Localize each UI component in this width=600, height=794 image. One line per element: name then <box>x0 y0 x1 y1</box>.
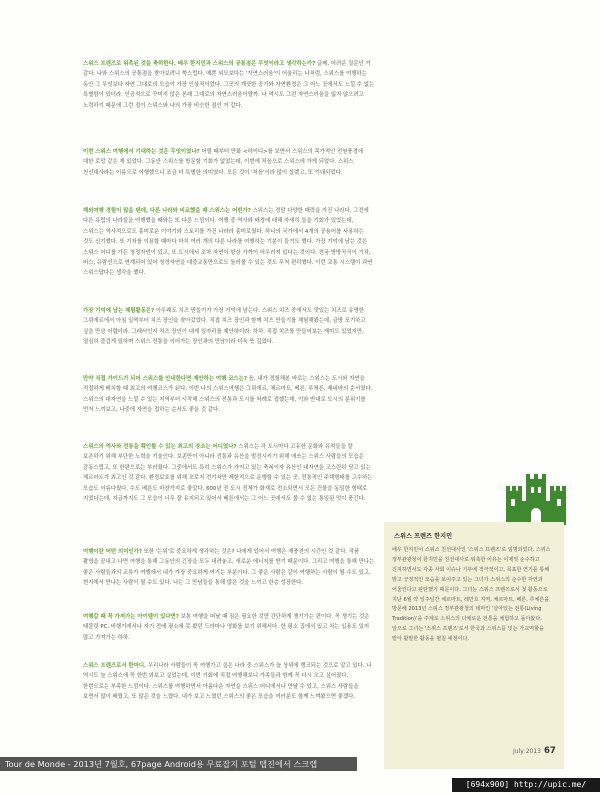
interview-paragraph-6 <box>83 442 375 526</box>
interview-paragraph-8 <box>83 612 375 643</box>
interview-question: 스위스의 역사와 전통을 확인할 수 있는 최고의 장소는 어디였나? <box>83 444 237 450</box>
interview-paragraph-9 <box>83 661 375 733</box>
sidebar-body: 배우 한지민이 스위스 친선대사인 '스위스 프렌즈'로 임명되었다. 스위스 정부관광청이 한지민을 친선대사로 위촉한 이유는 이제껏 순수하고 진지하면서도 각종 사회 이슈나 기부에 적극적이고, 목표한 연기를 통해 밝고 긍정적인 모습을 보여주고 있는 그녀가 스위스의 순수한 자연과 어울린다고 판단했기 때문이다. 그녀는 스위스 프렌즈로서 첫 활동으로 지난 6월 약 일주일간 체르마트, 레만호 지역, 체르마트, 베른, 루체른을 방문해 2013년 스위스 정부관광청의 테마인 '살아있는 전통(Living Tradition)'을 주제로 스위스의 다채로운 전통을 체험하고 돌아왔다. 앞으로 그녀는 '스위스 프렌즈'로서 한국과 스위스를 잇는 가교역할을 맡아 활발한 활동을 펼칠 예정이다. <box>392 547 551 643</box>
issue-date: July 2013 <box>513 748 541 755</box>
interview-question: 만약 직접 가이드가 되어 스위스를 안내한다면 제안하는 여행 코스는? <box>83 376 247 382</box>
interview-answer: 스위스는 각 도시마다 고유한 문화와 유적들을 잘 보존하기 위해 부단한 노력을 기울인다. 보존만이 아니라 전통과 유산을 발전시키기 위해 애쓰는 스위스 사람들의 모습은 감동스럽고, 또 한편으로는 부러웠다. 그중에서도 특히 스위스가 가지고 있는 축복이자 유산인 대자연을 고스란히 담고 있는 체르마트가 최고인 것 같다. 환경보호를 위해 오로지 전기차만 제한적으로 운행할 수 있는 곳, 전통적인 주택형태를 고수하는 모습도 이름다웠다. 수도 베른도 마찬가지로 좋았다. 600년 전 도시 전체가 화재로 전소되면서 모든 건물을 동일한 형태로 지었다는데, 지금까지도 그 모습이 너무 잘 유지되고 있어서 베른에서는 그 어느 곳에서도 볼 수 없는 통일된 멋이 풍긴다. <box>83 444 373 503</box>
sidebar-box <box>384 522 564 769</box>
interview-question: 해외여행 경험이 많을 텐데, 다른 나라와 비교했을 때 스위스는 어떤가? <box>83 208 251 214</box>
sidebar-title: 스위스 프렌즈 한지민 <box>394 533 453 540</box>
scrap-caption: Tour de Monde - 2013년 7월호, 67page Android용 무료잡지 포털 탭진에서 스크랩 <box>0 757 357 771</box>
interview-answer: 어릴 때부터 만화 <하이디>를 보면서 스위스의 목가적인 전원풍경에 대한 로망 같은 게 있었다. 그동안 스위스를 방문할 기회가 없었는데, 이번에 처음으로 스위스에 가게 되었다. 스위스 친선대사라는 이름으로 여행했으니 조금 더 특별한 의미였다. 모든 것이 '처음'이라 많이 설렜고, 또 기대되었다. <box>83 149 364 176</box>
interview-question: 스위스 프렌즈로서 한마디. <box>83 663 147 669</box>
interview-question: 여행이란 어떤 의미인가? <box>83 549 142 555</box>
interview-paragraph-2 <box>83 147 375 199</box>
interview-answer: 음, 내가 경험해본 바로는 스위스는 도시와 자연을 적절하게 배치할 때 최고의 여행코스가 된다. 이번 나의 스위스여행은 그뤼에르, 체르마트, 베른, 루체른, 제네바의 순서였다. 스위스의 대자연을 느낄 수 있는 지역부터 시작해 스위스의 전통과 도시를 차례로 접했는데, 이와 반대로 도시의 분위기를 먼저 느끼보고, 나중에 자연을 접하는 순서도 좋을 것 같다. <box>83 376 373 414</box>
interview-paragraph-4 <box>83 306 375 369</box>
page-number: 67 <box>543 746 556 756</box>
interview-answer: 아무래도 치즈 만들기가 가장 기억에 남는다. 스위스 치즈 중에서도 맛있는 치즈로 유명한 그뤼에르에서 아침 일찍부터 치즈 장인을 찾아갔었다. 직접 치즈 장인과 함께 치즈 만들기를 체험해봤는데, 금방 포기하고 싶을 만큼 어렵더라. 그래서인지 치즈 장인이 내게 일자리를 제안하더라. 하하. 직접 치즈를 만들어보는 재미도 있었지만, 열심히 즐겁게 일하며 스위스 전통을 이어가는 장인과의 만남이라 더욱 뜻 깊었다. <box>83 308 366 346</box>
castle-icon <box>504 473 568 525</box>
interview-answer: 보통 여행을 떠날 때 짐은 필요한 것만 간단하게 챙기가는 편이다. 꼭 챙기는 것은 태블릿 PC. 비행기에서나 자기 전에 평소에 못 봤던 드라마나 영화를 보기 위해서다. 한 평소 집에서 있고 치는 입용도 있지 많고 가져가는 하하. <box>83 614 370 641</box>
interview-question: 스위스 프렌즈로 위촉된 것을 축하한다. 배우 한지민과 스위스의 공통점은 무엇이라고 생각하는가? <box>83 61 316 67</box>
interview-question: 이번 스위스 여행에서 기대하는 것은 무엇이었나? <box>83 149 200 155</box>
interview-paragraph-1 <box>83 59 375 137</box>
page-footer <box>513 746 556 756</box>
interview-answer: 글쎄, 어려운 질문인 거 같다. 나와 스위스의 공통점을 찾아보려니 쑥스럽다. 예쁜 외모보다는 '자연스러움'이 어울리는 나처럼, 스위스를 여행하는 동안 그 무엇보다 자연 그대로의 모습이 가장 인상적이었다. 그곳의 깨끗한 공기와 자연환경은 그 어느 곳에서도 느낄 수 없는 특별함이 있더라. 인공적으로 꾸미지 않은 본래 그대로의 자연스러움이랄까. 나 역시도 그런 자연스러움을 잃지 않으려고 노력하기 때문에 그런 점이 스위스와 나의 가장 비슷한 점인 거 같다. <box>83 61 375 109</box>
interview-question: 가장 기억에 남는 체험활동은? <box>83 308 155 314</box>
interview-question: 여행갈 때 꼭 가져가는 아이템이 있다면? <box>83 614 179 620</box>
interview-paragraph-5 <box>83 374 375 437</box>
upic-watermark: [694x900] http://upic.me/ <box>452 778 600 792</box>
interview-answer: 우리나라 사람들이 꼭 여행가고 싶은 나라 중 스위스가 늘 상위에 랭크되는 것으로 알고 있다. 나 역시도 늘 스위스에 꼭 한번 와보고 싶었는데, 이번 기회에 직접 여행해보니 가족들과 함께 꼭 다시 오고 싶어졌다. 한번으로는 부족한 느낌이다. 스위스를 여행하면서 아름다운 자연을 스위스 어디에서나 만날 수 있고, 스위스 사람들을 보면서 많이 배웠고, 또 많은 것을 느꼈다. 내가 보고 느꼈던 스위스의 좋은 모습을 여러분도 함께 느껴봤으면 좋겠다. <box>83 663 372 701</box>
interview-answer: 스위스는 정말 다양한 매력을 가진 나라다. 그전에 다른 유럽의 나라들을 여행했을 때와는 또 다른 느낌이다. 여행 중 역사와 배경에 대해 자세히 들을 기회가 있었는데, 스위스는 역사적으로도 흥미로운 이야기와 스토리를 가진 나라라 흥미로웠다. 하나의 국가에서 4개의 공용어를 사용하는 것도 신기했다. 또 기차를 이용할 때마다 마치 여러 개의 다른 나라를 여행하는 기분이 들기도 했다. 가장 기억에 남는 것은 스위스 어디를 가든 청정자연이 있고, 또 도시에서 조차 자연이 항상 가까이 어우러져 있다는 것이다. 전국 방방곡곡이 기차, 버스, 유람선으로 연계되어 있어 청정자연을 대중교통만으로도 돌러볼 수 있는 것도 무척 편리했다. 이런 교통 시스템이 과연 스위스답다는 생각을 했다. <box>83 208 373 277</box>
interview-answer: 또한 '는위'로 중요하게 생각하는 것은? 나에게 있어서 여행은 재충전의 시간인 것 같다. 작품 촬영을 끝내고 나면 여행을 통해 그동안의 긴장을 모두 내려놓고, 새로운 에너지를 받기 때문이다. 그리고 여행을 통해 만나는 좋은 사람들과의 교류가 여행에서 내가 가장 중요하게 여기는 부분이다. 그 좋은 사람은 같이 여행하는 사람이 될 수도 있고, 현지에서 만나는 사람이 될 수도 있다. 나는 그 만남들을 통해 많은 것을 느끼고 한층 성장한다. <box>83 549 375 587</box>
interview-paragraph-7 <box>83 547 375 609</box>
interview-paragraph-3 <box>83 206 375 300</box>
